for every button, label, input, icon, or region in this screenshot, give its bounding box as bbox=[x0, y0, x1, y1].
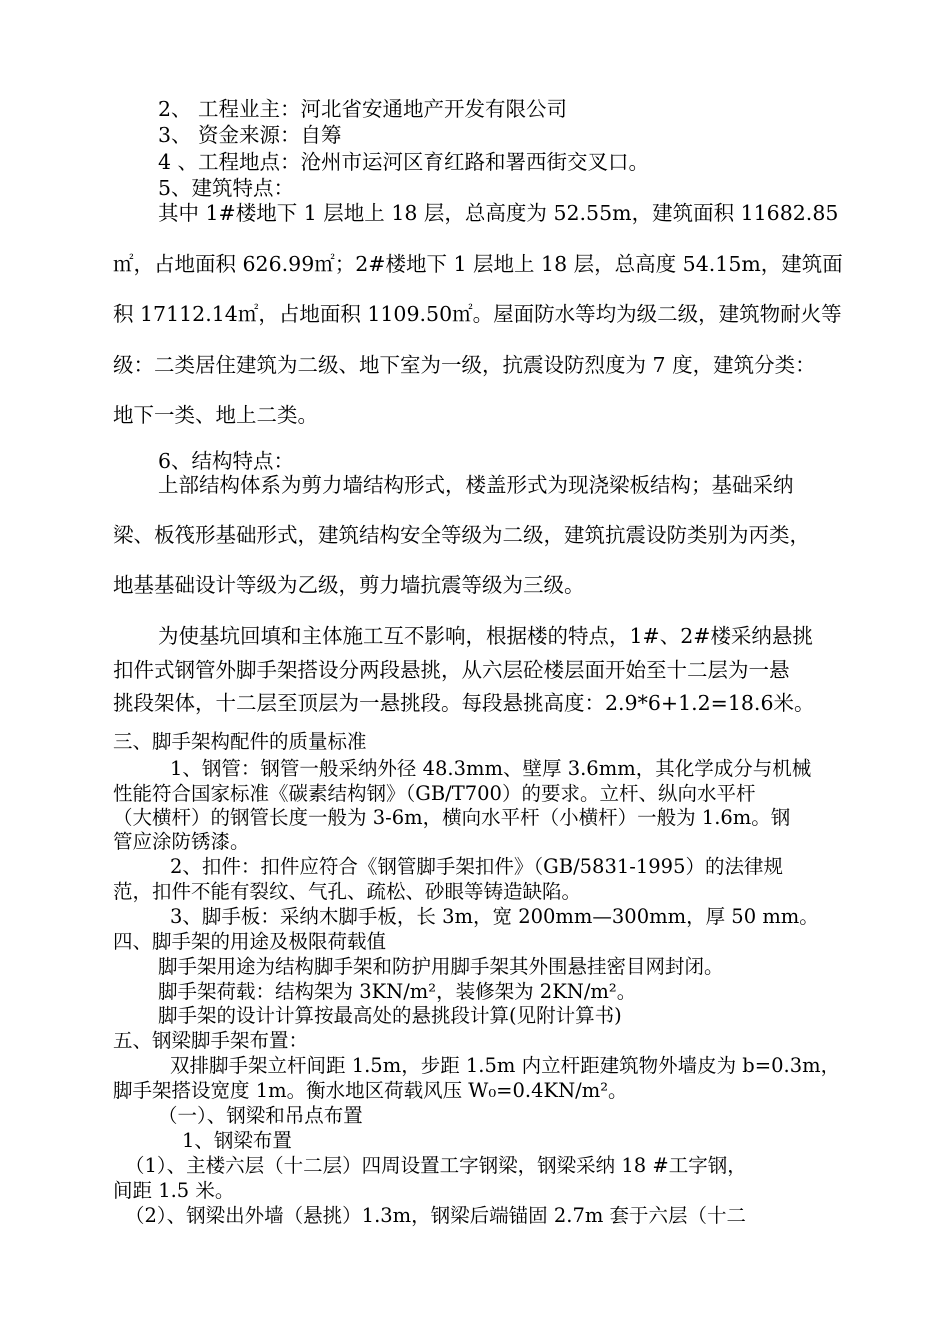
text-line: 3、 资金来源：自筹 bbox=[158, 123, 342, 147]
paragraph-line: 级：二类居住建筑为二级、地下室为一级，抗震设防烈度为 7 度，建筑分类： bbox=[113, 353, 816, 377]
paragraph-line: 为使基坑回填和主体施工互不影响，根据楼的特点，1#、2#楼采纳悬挑 bbox=[158, 624, 813, 648]
paragraph-line: 挑段架体，十二层至顶层为一悬挑段。每段悬挑高度：2.9*6+1.2=18.6米。 bbox=[113, 691, 815, 715]
text-line: 2、 工程业主：河北省安通地产开发有限公司 bbox=[158, 97, 568, 121]
paragraph-line: （1）、主楼六层（十二层）四周设置工字钢梁，钢梁采纳 18 #工字钢， bbox=[125, 1154, 747, 1177]
paragraph-line: （2）、钢梁出外墙（悬挑）1.3m，钢梁后端锚固 2.7m 套于六层（十二 bbox=[125, 1204, 747, 1227]
paragraph-line: （大横杆）的钢管长度一般为 3-6m，横向水平杆（小横杆）一般为 1.6m。钢 bbox=[113, 806, 791, 829]
paragraph-line: 梁、板筏形基础形式，建筑结构安全等级为二级，建筑抗震设防类别为丙类， bbox=[113, 523, 810, 547]
paragraph-line: 脚手架用途为结构脚手架和防护用脚手架其外围悬挂密目网封闭。 bbox=[158, 955, 724, 978]
paragraph-line: 范，扣件不能有裂纹、气孔、疏松、砂眼等铸造缺陷。 bbox=[113, 880, 582, 903]
paragraph-line: 脚手架搭设宽度 1m。衡水地区荷载风压 W₀=0.4KN/m²。 bbox=[113, 1079, 628, 1102]
paragraph-line: ㎡，占地面积 626.99㎡；2#楼地下 1 层地上 18 层，总高度 54.15m，建筑面 bbox=[113, 252, 843, 276]
subsection-heading: 1、钢梁布置 bbox=[182, 1129, 292, 1152]
section-heading: 四、脚手架的用途及极限荷载值 bbox=[113, 930, 387, 953]
section-heading: 6、结构特点： bbox=[158, 449, 295, 473]
section-heading: 五、钢梁脚手架布置： bbox=[113, 1029, 309, 1052]
section-heading: 三、脚手架构配件的质量标准 bbox=[113, 730, 367, 753]
text-line: 4 、工程地点：沧州市运河区育红路和署西街交叉口。 bbox=[158, 150, 650, 174]
paragraph-line: 扣件式钢管外脚手架搭设分两段悬挑，从六层砼楼层面开始至十二层为一悬 bbox=[113, 658, 790, 682]
paragraph-line: 地下一类、地上二类。 bbox=[113, 403, 318, 427]
paragraph-line: 管应涂防锈漆。 bbox=[113, 830, 250, 853]
paragraph-line: 性能符合国家标准《碳素结构钢》（GB/T700）的要求。立杆、纵向水平杆 bbox=[113, 782, 756, 805]
paragraph-line: 2、扣件：扣件应符合《钢管脚手架扣件》（GB/5831-1995）的法律规 bbox=[170, 855, 783, 878]
paragraph-line: 脚手架的设计计算按最高处的悬挑段计算(见附计算书) bbox=[158, 1004, 622, 1027]
paragraph-line: 1、钢管：钢管一般采纳外径 48.3mm、壁厚 3.6mm，其化学成分与机械 bbox=[170, 757, 812, 780]
paragraph-line: 双排脚手架立杆间距 1.5m，步距 1.5m 内立杆距建筑物外墙皮为 b=0.3m， bbox=[170, 1054, 841, 1077]
paragraph-line: 地基基础设计等级为乙级，剪力墙抗震等级为三级。 bbox=[113, 573, 585, 597]
paragraph-line: 间距 1.5 米。 bbox=[113, 1179, 235, 1202]
subsection-heading: （一）、钢梁和吊点布置 bbox=[158, 1104, 363, 1127]
paragraph-line: 3、脚手板：采纳木脚手板，长 3m，宽 200mm—300mm，厚 50 mm。 bbox=[170, 905, 819, 928]
paragraph-line: 脚手架荷载：结构架为 3KN/m²，装修架为 2KN/m²。 bbox=[158, 980, 637, 1003]
paragraph-line: 上部结构体系为剪力墙结构形式，楼盖形式为现浇梁板结构；基础采纳 bbox=[158, 473, 794, 497]
paragraph-line: 积 17112.14㎡，占地面积 1109.50㎡。屋面防水等均为级二级，建筑物耐火等 bbox=[113, 302, 842, 326]
paragraph-line: 其中 1#楼地下 1 层地上 18 层，总高度为 52.55m，建筑面积 11682.85 bbox=[158, 201, 839, 225]
section-heading: 5、建筑特点： bbox=[158, 176, 295, 200]
